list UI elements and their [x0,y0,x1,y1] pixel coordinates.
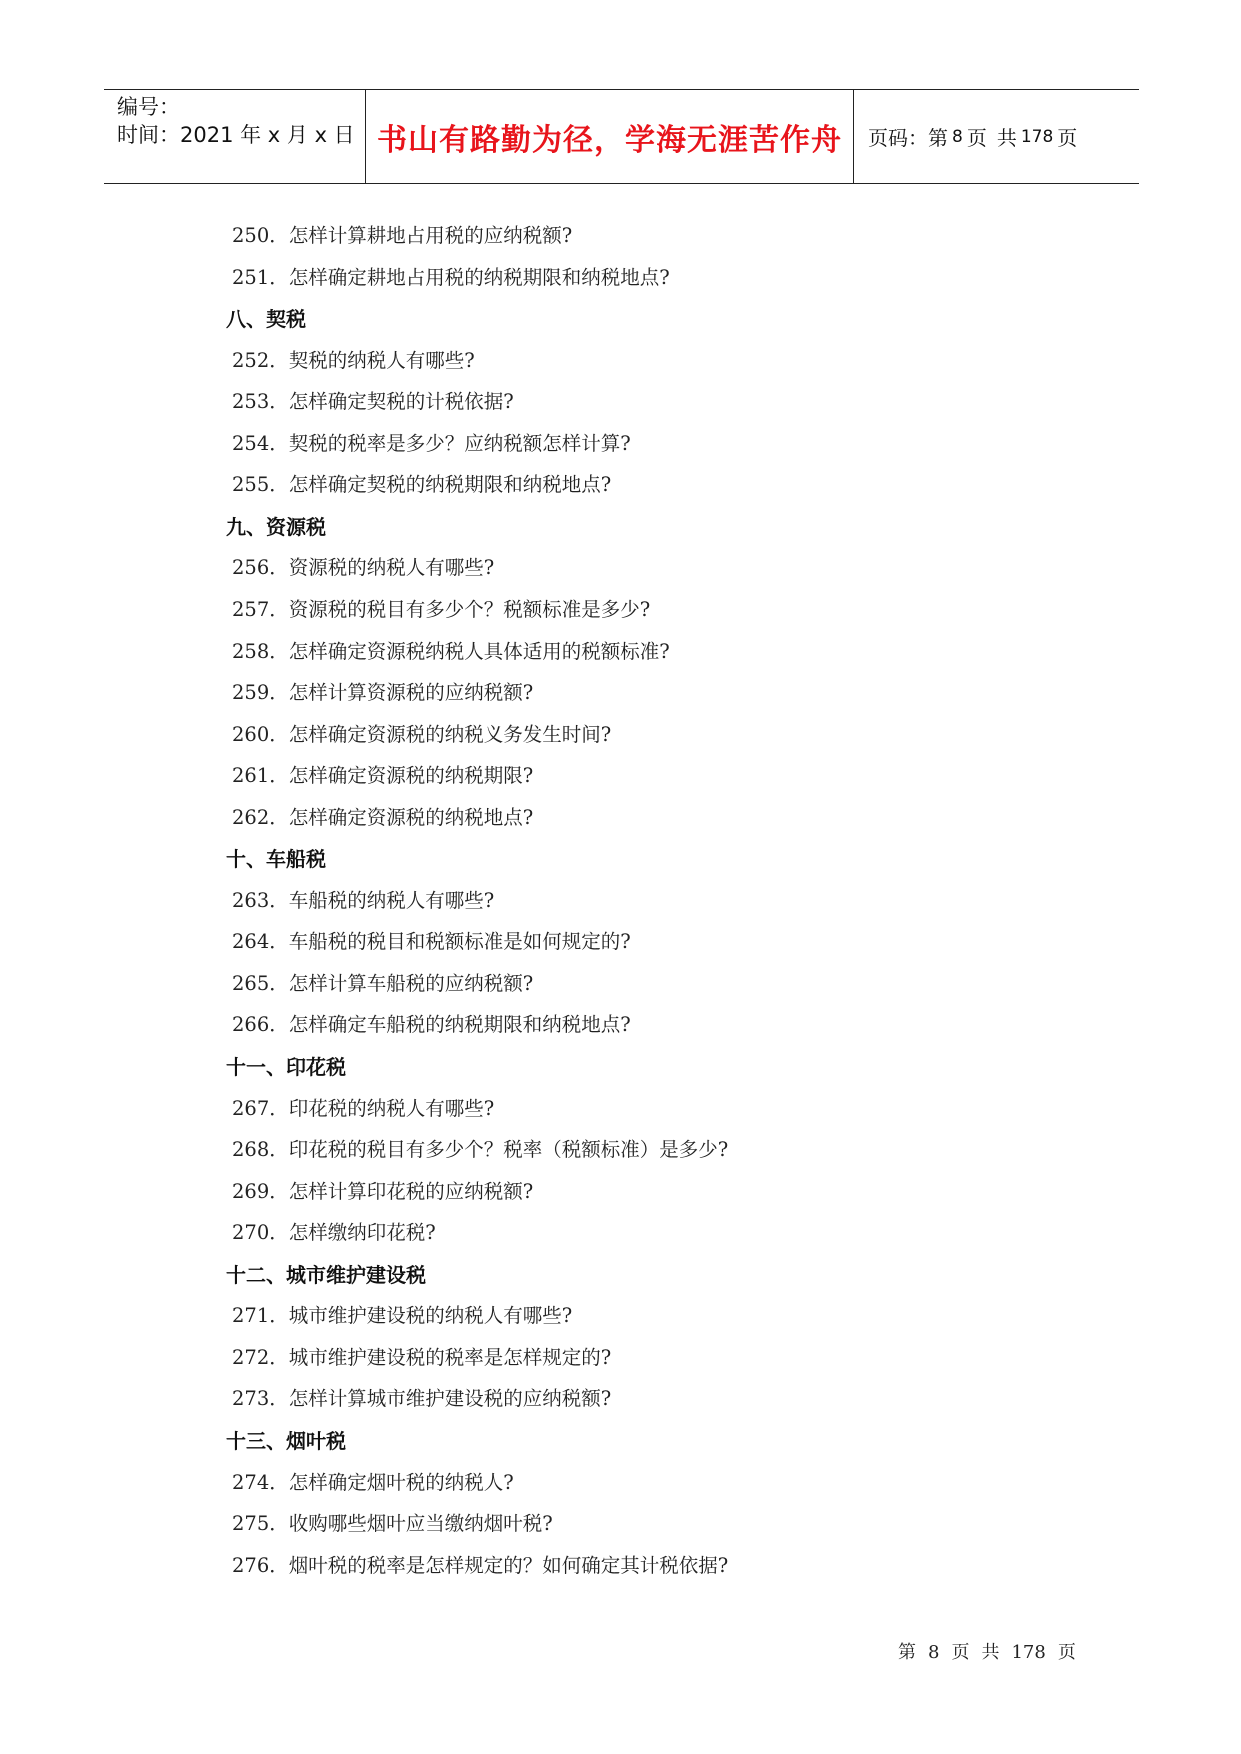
question-item: 260．怎样确定资源税的纳税义务发生时间? [232,722,612,746]
question-item: 265．怎样计算车船税的应纳税额? [232,971,534,995]
question-item: 257．资源税的税目有多少个？税额标准是多少? [232,597,651,621]
header-motto: 书山有路勤为径，学海无涯苦作舟 [366,90,854,183]
question-item: 271．城市维护建设税的纳税人有哪些? [232,1304,573,1328]
header-page-unit: 页 [966,126,987,150]
section-heading: 八、契税 [226,307,306,332]
footer-page-unit: 页 [951,1642,970,1663]
question-item: 256．资源税的纳税人有哪些? [232,556,495,580]
question-item: 255．怎样确定契税的纳税期限和纳税地点? [232,473,612,497]
header-total-number: 178 [1020,126,1054,147]
question-item: 261．怎样确定资源税的纳税期限? [232,764,534,788]
question-item: 254．契税的税率是多少？应纳税额怎样计算? [232,431,631,455]
question-item: 272．城市维护建设税的税率是怎样规定的? [232,1345,612,1369]
footer-total-number: 178 [1011,1642,1046,1663]
question-item: 267．印花税的纳税人有哪些? [232,1096,495,1120]
document-time-label: 时间：2021 年 x 月 x 日 [117,123,355,147]
section-heading: 九、资源税 [226,514,326,539]
question-item: 273．怎样计算城市维护建设税的应纳税额? [232,1387,612,1411]
question-item: 275．收购哪些烟叶应当缴纳烟叶税? [232,1512,553,1536]
question-item: 269．怎样计算印花税的应纳税额? [232,1179,534,1203]
question-item: 251．怎样确定耕地占用税的纳税期限和纳税地点? [232,265,670,289]
header-page-label: 页码：第 [868,126,948,150]
footer-page-prefix: 第 [898,1642,916,1663]
footer-total-prefix: 共 [981,1642,1000,1663]
question-item: 268．印花税的税目有多少个？税率（税额标准）是多少? [232,1138,729,1162]
header-page-number: 8 [952,126,963,147]
question-item: 253．怎样确定契税的计税依据? [232,390,514,414]
question-item: 259．怎样计算资源税的应纳税额? [232,681,534,705]
question-item: 276．烟叶税的税率是怎样规定的？如何确定其计税依据? [232,1553,729,1577]
section-heading: 十一、印花税 [226,1055,346,1079]
question-item: 270．怎样缴纳印花税? [232,1221,436,1245]
header-total-unit: 页 [1057,126,1078,150]
question-item: 252．契税的纳税人有哪些? [232,348,475,372]
section-heading: 十、车船税 [226,847,326,872]
question-item: 263．车船税的纳税人有哪些? [232,888,495,912]
section-heading: 十二、城市维护建设税 [226,1262,426,1287]
footer-page-number: 8 [928,1642,940,1663]
section-heading: 十三、烟叶税 [226,1428,346,1453]
document-number-label: 编号： [117,95,180,119]
question-item: 262．怎样确定资源税的纳税地点? [232,805,534,829]
header-page-info [854,90,1139,183]
page-footer [898,1638,1088,1664]
header-total-label: 共 [996,126,1017,150]
question-item: 264．车船税的税目和税额标准是如何规定的? [232,930,631,954]
question-item: 258．怎样确定资源税纳税人具体适用的税额标准? [232,639,670,663]
page-header [104,89,1139,184]
question-item: 274．怎样确定烟叶税的纳税人? [232,1470,514,1494]
header-meta [104,90,366,183]
question-item: 266．怎样确定车船税的纳税期限和纳税地点? [232,1013,631,1037]
footer-total-unit: 页 [1057,1642,1076,1663]
question-item: 250．怎样计算耕地占用税的应纳税额? [232,224,573,247]
